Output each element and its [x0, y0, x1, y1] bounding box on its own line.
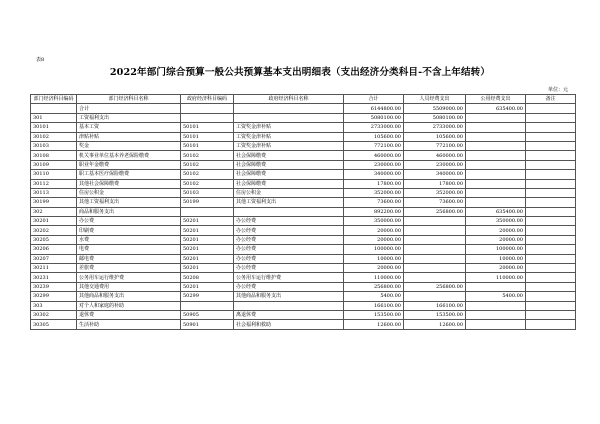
public-cell	[466, 301, 526, 310]
note-cell	[526, 226, 576, 235]
gov-code-cell: 50201	[181, 226, 234, 235]
table-row	[31, 179, 576, 188]
total-cell: 110000.00	[344, 273, 404, 282]
column-header: 公用经费支出	[466, 95, 526, 104]
public-cell	[466, 310, 526, 319]
dept-code-cell: 30109	[31, 160, 77, 169]
table-row	[31, 198, 576, 207]
dept-code-cell: 30101	[31, 123, 77, 132]
gov-name-cell	[234, 207, 344, 216]
gov-code-cell: 50901	[181, 320, 234, 329]
gov-name-cell: 其他商品和服务支出	[234, 292, 344, 301]
public-cell	[466, 282, 526, 291]
public-cell: 100000.00	[466, 245, 526, 254]
table-row	[31, 160, 576, 169]
personnel-cell: 460000.00	[404, 151, 466, 160]
table-row	[31, 207, 576, 216]
gov-code-cell: 50101	[181, 123, 234, 132]
table-row	[31, 301, 576, 310]
dept-code-cell: 30102	[31, 132, 77, 141]
table-row	[31, 123, 576, 132]
public-cell	[466, 113, 526, 122]
gov-code-cell: 50101	[181, 132, 234, 141]
note-cell	[526, 245, 576, 254]
personnel-cell: 256800.00	[404, 282, 466, 291]
public-cell	[466, 179, 526, 188]
personnel-cell: 12600.00	[404, 320, 466, 329]
total-cell: 230000.00	[344, 160, 404, 169]
dept-name-cell: 办公费	[77, 217, 181, 226]
personnel-cell	[404, 273, 466, 282]
column-header: 部门经济科目名称	[77, 95, 181, 104]
gov-code-cell: 50299	[181, 292, 234, 301]
note-cell	[526, 188, 576, 197]
total-cell: 105600.00	[344, 132, 404, 141]
total-cell: 166100.00	[344, 301, 404, 310]
gov-name-cell: 办公经费	[234, 245, 344, 254]
gov-code-cell: 50201	[181, 282, 234, 291]
gov-name-cell: 办公经费	[234, 264, 344, 273]
note-cell	[526, 104, 576, 113]
table-row	[31, 320, 576, 329]
dept-code-cell: 30299	[31, 292, 77, 301]
column-header: 备注	[526, 95, 576, 104]
personnel-cell	[404, 292, 466, 301]
gov-code-cell: 50201	[181, 245, 234, 254]
note-cell	[526, 151, 576, 160]
dept-name-cell: 商品和服务支出	[77, 207, 181, 216]
gov-code-cell: 50102	[181, 151, 234, 160]
public-cell: 10000.00	[466, 254, 526, 263]
budget-table	[30, 94, 576, 330]
gov-name-cell: 离退休费	[234, 310, 344, 319]
total-cell: 100000.00	[344, 245, 404, 254]
gov-name-cell: 办公经费	[234, 217, 344, 226]
gov-name-cell: 社会保障缴费	[234, 179, 344, 188]
page-title: 2022年部门综合预算一般公共预算基本支出明细表（支出经济分类科目-不含上年结转）	[109, 67, 491, 78]
dept-code-cell: 30103	[31, 141, 77, 150]
public-cell	[466, 320, 526, 329]
public-cell: 20000.00	[466, 235, 526, 244]
note-cell	[526, 207, 576, 216]
dept-code-cell: 30202	[31, 226, 77, 235]
gov-code-cell: 50201	[181, 264, 234, 273]
note-cell	[526, 198, 576, 207]
dept-code-cell: 30201	[31, 217, 77, 226]
public-cell: 20000.00	[466, 264, 526, 273]
table-row	[31, 310, 576, 319]
dept-code-cell: 30207	[31, 254, 77, 263]
personnel-cell	[404, 254, 466, 263]
table-row	[31, 141, 576, 150]
dept-name-cell: 住房公积金	[77, 188, 181, 197]
dept-name-cell: 印刷费	[77, 226, 181, 235]
total-cell: 5080100.00	[344, 113, 404, 122]
dept-name-cell: 电费	[77, 245, 181, 254]
column-header: 政府经济科目编码	[181, 95, 234, 104]
note-cell	[526, 320, 576, 329]
gov-name-cell	[234, 104, 344, 113]
dept-name-cell: 奖金	[77, 141, 181, 150]
total-cell: 17800.00	[344, 179, 404, 188]
table-row	[31, 113, 576, 122]
total-cell: 892200.00	[344, 207, 404, 216]
personnel-cell: 340000.00	[404, 170, 466, 179]
note-cell	[526, 170, 576, 179]
gov-code-cell: 50103	[181, 188, 234, 197]
gov-name-cell	[234, 113, 344, 122]
gov-code-cell: 50102	[181, 179, 234, 188]
personnel-cell: 256800.00	[404, 207, 466, 216]
dept-code-cell: 30206	[31, 245, 77, 254]
total-cell: 73600.00	[344, 198, 404, 207]
total-cell: 20000.00	[344, 235, 404, 244]
total-cell: 352000.00	[344, 188, 404, 197]
gov-code-cell: 50102	[181, 170, 234, 179]
dept-name-cell: 水费	[77, 235, 181, 244]
dept-name-cell: 其他社会保障缴费	[77, 179, 181, 188]
dept-name-cell: 差旅费	[77, 264, 181, 273]
dept-name-cell: 生活补助	[77, 320, 181, 329]
note-cell	[526, 132, 576, 141]
total-cell: 350000.00	[344, 217, 404, 226]
public-cell: 635400.00	[466, 104, 526, 113]
gov-name-cell: 工资奖金津补贴	[234, 123, 344, 132]
dept-code-cell: 30108	[31, 151, 77, 160]
gov-name-cell: 其他工资福利支出	[234, 198, 344, 207]
gov-code-cell: 50201	[181, 217, 234, 226]
table-row	[31, 264, 576, 273]
personnel-cell: 73600.00	[404, 198, 466, 207]
public-cell	[466, 170, 526, 179]
dept-name-cell: 职业年金缴费	[77, 160, 181, 169]
table-row	[31, 282, 576, 291]
public-cell	[466, 198, 526, 207]
note-cell	[526, 217, 576, 226]
gov-name-cell: 社会福利和救助	[234, 320, 344, 329]
public-cell: 635400.00	[466, 207, 526, 216]
gov-name-cell: 办公经费	[234, 235, 344, 244]
public-cell: 5400.00	[466, 292, 526, 301]
dept-code-cell: 30199	[31, 198, 77, 207]
personnel-cell: 105600.00	[404, 132, 466, 141]
column-header: 政府经济科目名称	[234, 95, 344, 104]
dept-code-cell: 30239	[31, 282, 77, 291]
dept-code-cell: 30231	[31, 273, 77, 282]
gov-name-cell: 工资奖金津补贴	[234, 132, 344, 141]
note-cell	[526, 282, 576, 291]
note-cell	[526, 113, 576, 122]
dept-code-cell: 301	[31, 113, 77, 122]
gov-name-cell: 办公经费	[234, 282, 344, 291]
total-cell: 340000.00	[344, 170, 404, 179]
note-cell	[526, 179, 576, 188]
dept-code-cell: 30112	[31, 179, 77, 188]
dept-code-cell: 30110	[31, 170, 77, 179]
personnel-cell: 230000.00	[404, 160, 466, 169]
public-cell	[466, 160, 526, 169]
note-cell	[526, 160, 576, 169]
gov-code-cell: 50102	[181, 160, 234, 169]
note-cell	[526, 273, 576, 282]
gov-code-cell	[181, 207, 234, 216]
dept-code-cell: 302	[31, 207, 77, 216]
public-cell	[466, 151, 526, 160]
dept-code-cell: 30205	[31, 235, 77, 244]
dept-name-cell: 津贴补贴	[77, 132, 181, 141]
gov-code-cell: 50101	[181, 141, 234, 150]
header-row	[31, 95, 576, 104]
note-cell	[526, 141, 576, 150]
public-cell: 20000.00	[466, 226, 526, 235]
table-header	[31, 95, 576, 104]
dept-code-cell: 303	[31, 301, 77, 310]
table-row	[31, 235, 576, 244]
personnel-cell: 166100.00	[404, 301, 466, 310]
public-cell	[466, 188, 526, 197]
column-header: 人员经费支出	[404, 95, 466, 104]
dept-name-cell: 工资福利支出	[77, 113, 181, 122]
personnel-cell: 17800.00	[404, 179, 466, 188]
personnel-cell	[404, 264, 466, 273]
dept-name-cell: 机关事业单位基本养老保险缴费	[77, 151, 181, 160]
personnel-cell	[404, 245, 466, 254]
personnel-cell: 153500.00	[404, 310, 466, 319]
note-cell	[526, 264, 576, 273]
gov-name-cell	[234, 301, 344, 310]
note-cell	[526, 310, 576, 319]
note-cell	[526, 235, 576, 244]
gov-name-cell: 办公经费	[234, 254, 344, 263]
gov-code-cell: 50199	[181, 198, 234, 207]
gov-name-cell: 公务用车运行维护费	[234, 273, 344, 282]
page-label: 表8	[36, 57, 45, 63]
total-cell: 153500.00	[344, 310, 404, 319]
dept-name-cell: 职工基本医疗保险缴费	[77, 170, 181, 179]
gov-code-cell: 50201	[181, 254, 234, 263]
dept-name-cell: 基本工资	[77, 123, 181, 132]
personnel-cell: 5080100.00	[404, 113, 466, 122]
dept-name-cell: 其他工资福利支出	[77, 198, 181, 207]
gov-name-cell: 社会保障缴费	[234, 151, 344, 160]
total-cell: 460000.00	[344, 151, 404, 160]
gov-name-cell: 住房公积金	[234, 188, 344, 197]
gov-name-cell: 办公经费	[234, 226, 344, 235]
dept-name-cell: 公务用车运行维护费	[77, 273, 181, 282]
gov-code-cell: 50208	[181, 273, 234, 282]
dept-name-cell: 退休费	[77, 310, 181, 319]
note-cell	[526, 301, 576, 310]
table-row	[31, 188, 576, 197]
table-row	[31, 151, 576, 160]
personnel-cell: 352000.00	[404, 188, 466, 197]
personnel-cell	[404, 226, 466, 235]
dept-code-cell: 30113	[31, 188, 77, 197]
column-header: 部门经济科目编码	[31, 95, 77, 104]
table-body	[31, 104, 576, 329]
total-cell: 772100.00	[344, 141, 404, 150]
public-cell: 110000.00	[466, 273, 526, 282]
personnel-cell: 2733000.00	[404, 123, 466, 132]
table-row	[31, 292, 576, 301]
table-row	[31, 170, 576, 179]
dept-name-cell: 合计	[77, 104, 181, 113]
gov-code-cell: 50201	[181, 235, 234, 244]
table-row	[31, 273, 576, 282]
gov-name-cell: 工资奖金津补贴	[234, 141, 344, 150]
personnel-cell: 5509000.00	[404, 104, 466, 113]
table-row	[31, 245, 576, 254]
total-cell: 2733000.00	[344, 123, 404, 132]
total-cell: 5400.00	[344, 292, 404, 301]
gov-code-cell	[181, 113, 234, 122]
dept-code-cell	[31, 104, 77, 113]
note-cell	[526, 292, 576, 301]
personnel-cell	[404, 235, 466, 244]
table-row	[31, 104, 576, 113]
total-cell: 20000.00	[344, 264, 404, 273]
gov-code-cell: 50905	[181, 310, 234, 319]
gov-code-cell	[181, 104, 234, 113]
public-cell	[466, 132, 526, 141]
dept-name-cell: 其他商品和服务支出	[77, 292, 181, 301]
public-cell: 350000.00	[466, 217, 526, 226]
total-cell: 6144800.00	[344, 104, 404, 113]
total-cell: 10000.00	[344, 254, 404, 263]
personnel-cell	[404, 217, 466, 226]
dept-name-cell: 其他交通费用	[77, 282, 181, 291]
dept-code-cell: 30305	[31, 320, 77, 329]
gov-name-cell: 社会保障缴费	[234, 160, 344, 169]
dept-code-cell: 30302	[31, 310, 77, 319]
table-row	[31, 132, 576, 141]
gov-code-cell	[181, 301, 234, 310]
dept-code-cell: 30211	[31, 264, 77, 273]
note-cell	[526, 123, 576, 132]
dept-name-cell: 对个人和家庭的补助	[77, 301, 181, 310]
table-row	[31, 254, 576, 263]
total-cell: 256800.00	[344, 282, 404, 291]
dept-name-cell: 邮电费	[77, 254, 181, 263]
public-cell	[466, 123, 526, 132]
unit-label: 单位：元	[548, 87, 569, 93]
column-header: 合计	[344, 95, 404, 104]
table-row	[31, 226, 576, 235]
table-row	[31, 217, 576, 226]
gov-name-cell: 社会保障缴费	[234, 170, 344, 179]
total-cell: 20000.00	[344, 226, 404, 235]
personnel-cell: 772100.00	[404, 141, 466, 150]
note-cell	[526, 254, 576, 263]
total-cell: 12600.00	[344, 320, 404, 329]
public-cell	[466, 141, 526, 150]
